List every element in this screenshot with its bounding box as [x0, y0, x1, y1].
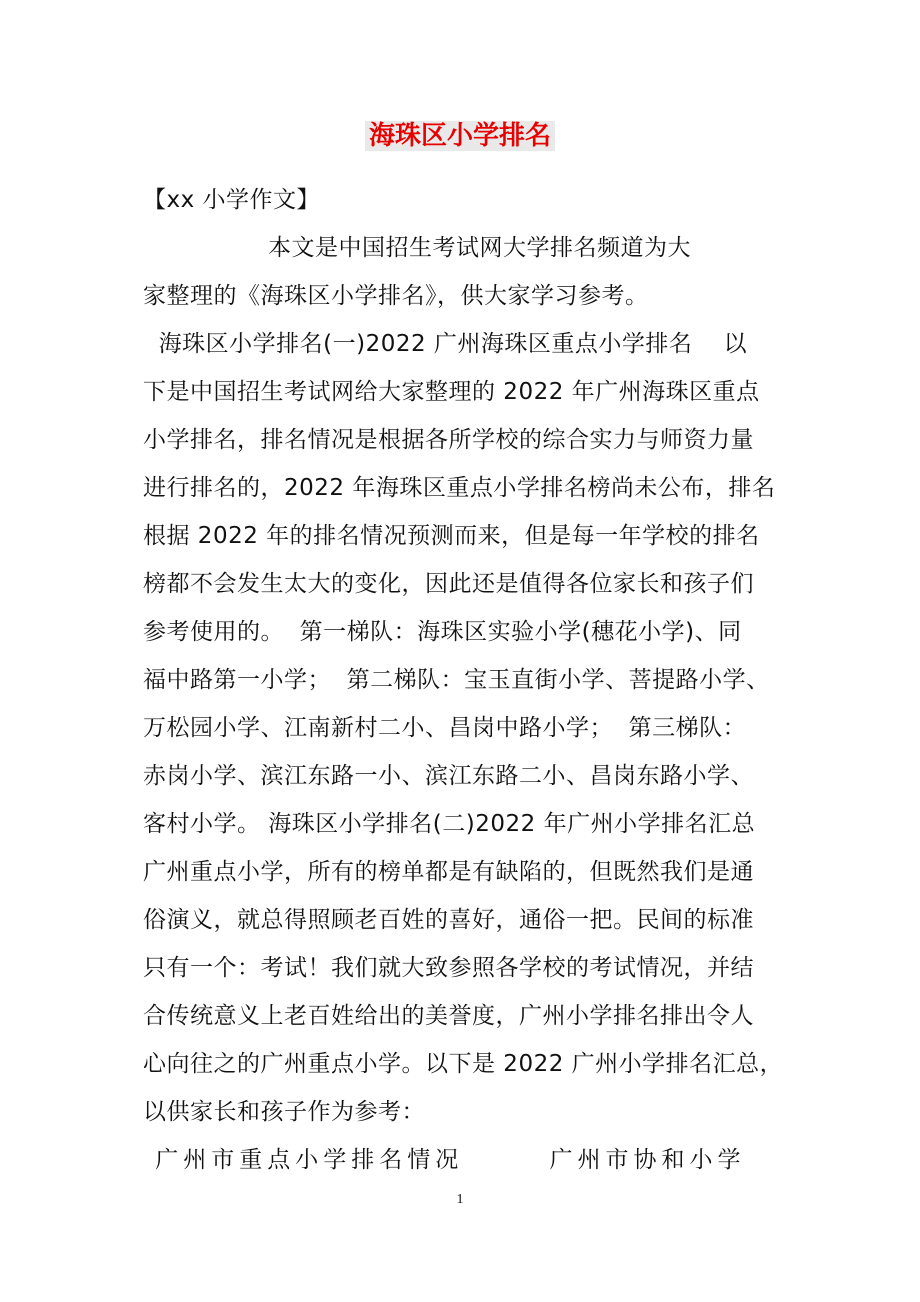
page-title: [0, 116, 920, 156]
text-line: 心向往之的广州重点小学。以下是 2022 广州小学排名汇总，: [143, 1051, 784, 1077]
page-number: 1: [456, 1192, 464, 1207]
text-line: 万松园小学、江南新村二小、昌岗中路小学； 第三梯队：: [143, 715, 747, 741]
text-line: 海珠区小学排名(一)2022 广州海珠区重点小学排名 以: [143, 331, 748, 357]
text-line: 本文是中国招生考试网大学排名频道为大: [143, 235, 691, 261]
text-line: 根据 2022 年的排名情况预测而来，但是每一年学校的排名: [143, 523, 760, 549]
text-line: 俗演义，就总得照顾老百姓的喜好，通俗一把。民间的标准: [143, 907, 754, 933]
text-line: 小学排名，排名情况是根据各所学校的综合实力与师资力量: [143, 427, 754, 453]
text-line: 赤岗小学、滨江东路一小、滨江东路二小、昌岗东路小学、: [143, 763, 754, 789]
text-line: 只有一个：考试！我们就大致参照各学校的考试情况，并结: [143, 955, 754, 981]
text-line: 家整理的《海珠区小学排名》，供大家学习参考。: [143, 283, 649, 309]
text-line: 进行排名的，2022 年海珠区重点小学排名榜尚未公布，排名: [143, 475, 776, 501]
text-line: 福中路第一小学； 第二梯队：宝玉直街小学、菩提路小学、: [143, 667, 770, 693]
text-line: 【xx 小学作文】: [143, 187, 321, 213]
text-line: 榜都不会发生太大的变化，因此还是值得各位家长和孩子们: [143, 571, 754, 597]
text-line: 下是中国招生考试网给大家整理的 2022 年广州海珠区重点: [143, 379, 760, 405]
page-title-text: 海珠区小学排名: [365, 121, 555, 151]
text-line: 广州重点小学，所有的榜单都是有缺陷的，但既然我们是通: [143, 859, 754, 885]
text-line: 广州市重点小学排名情况 广州市协和小学: [143, 1147, 746, 1173]
text-line: 合传统意义上老百姓给出的美誉度，广州小学排名排出令人: [143, 1003, 754, 1029]
text-line: 客村小学。 海珠区小学排名(二)2022 年广州小学排名汇总: [143, 811, 756, 837]
text-line: 参考使用的。 第一梯队：海珠区实验小学(穗花小学)、同: [143, 619, 742, 645]
text-line: 以供家长和孩子作为参考：: [143, 1099, 425, 1125]
